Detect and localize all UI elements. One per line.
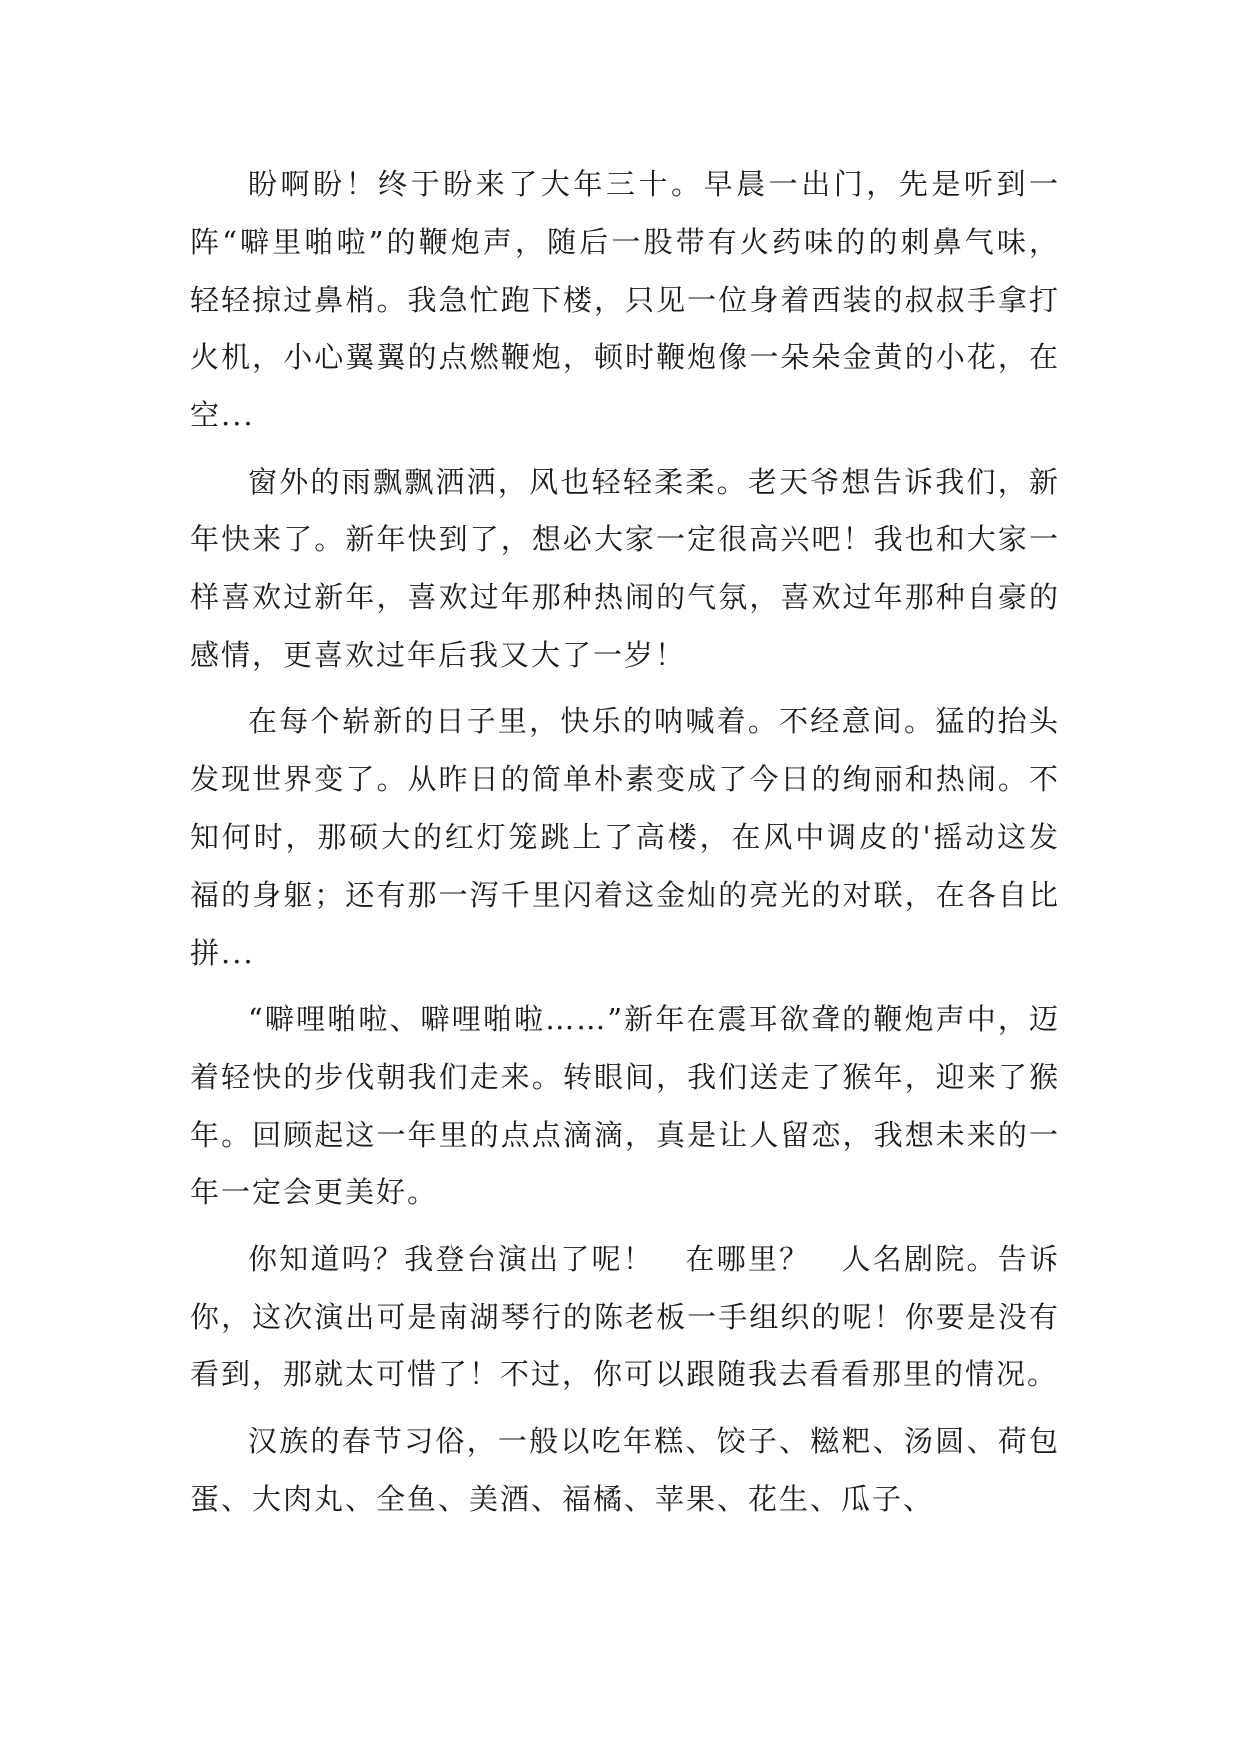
paragraph-1: 盼啊盼！终于盼来了大年三十。早晨一出门，先是听到一阵“噼里啪啦”的鞭炮声，随后一股带有火药味的的刺鼻气味，轻轻掠过鼻梢。我急忙跑下楼，只见一位身着西装的叔叔手拿打火机，小心翼翼的点燃鞭炮，顿时鞭炮像一朵朵金黄的小花，在空... — [190, 167, 1060, 433]
paragraph-3: 在每个崭新的日子里，快乐的呐喊着。不经意间。猛的抬头发现世界变了。从昨日的简单朴素变成了今日的绚丽和热闹。不知何时，那硕大的红灯笼跳上了高楼，在风中调皮的'摇动这发福的身躯；还有那一泻千里闪着这金灿的亮光的对联，在各自比拼... — [190, 704, 1060, 970]
document-body — [190, 156, 1060, 1537]
paragraph-6: 汉族的春节习俗，一般以吃年糕、饺子、糍粑、汤圆、荷包蛋、大肉丸、全鱼、美酒、福橘、苹果、花生、瓜子、 — [190, 1423, 1060, 1516]
paragraph-4: “噼哩啪啦、噼哩啪啦……”新年在震耳欲聋的鞭炮声中，迈着轻快的步伐朝我们走来。转眼间，我们送走了猴年，迎来了猴年。回顾起这一年里的点点滴滴，真是让人留恋，我想未来的一年一定会更美好。 — [190, 1001, 1060, 1210]
paragraph-2: 窗外的雨飘飘洒洒，风也轻轻柔柔。老天爷想告诉我们，新年快来了。新年快到了，想必大家一定很高兴吧！我也和大家一样喜欢过新年，喜欢过年那种热闹的气氛，喜欢过年那种自豪的感情，更喜欢过年后我又大了一岁！ — [190, 464, 1060, 672]
paragraph-5: 你知道吗？我登台演出了呢！ 在哪里？ 人名剧院。告诉你，这次演出可是南湖琴行的陈老板一手组织的呢！你要是没有看到，那就太可惜了！不过，你可以跟随我去看看那里的情况。 — [190, 1241, 1060, 1392]
